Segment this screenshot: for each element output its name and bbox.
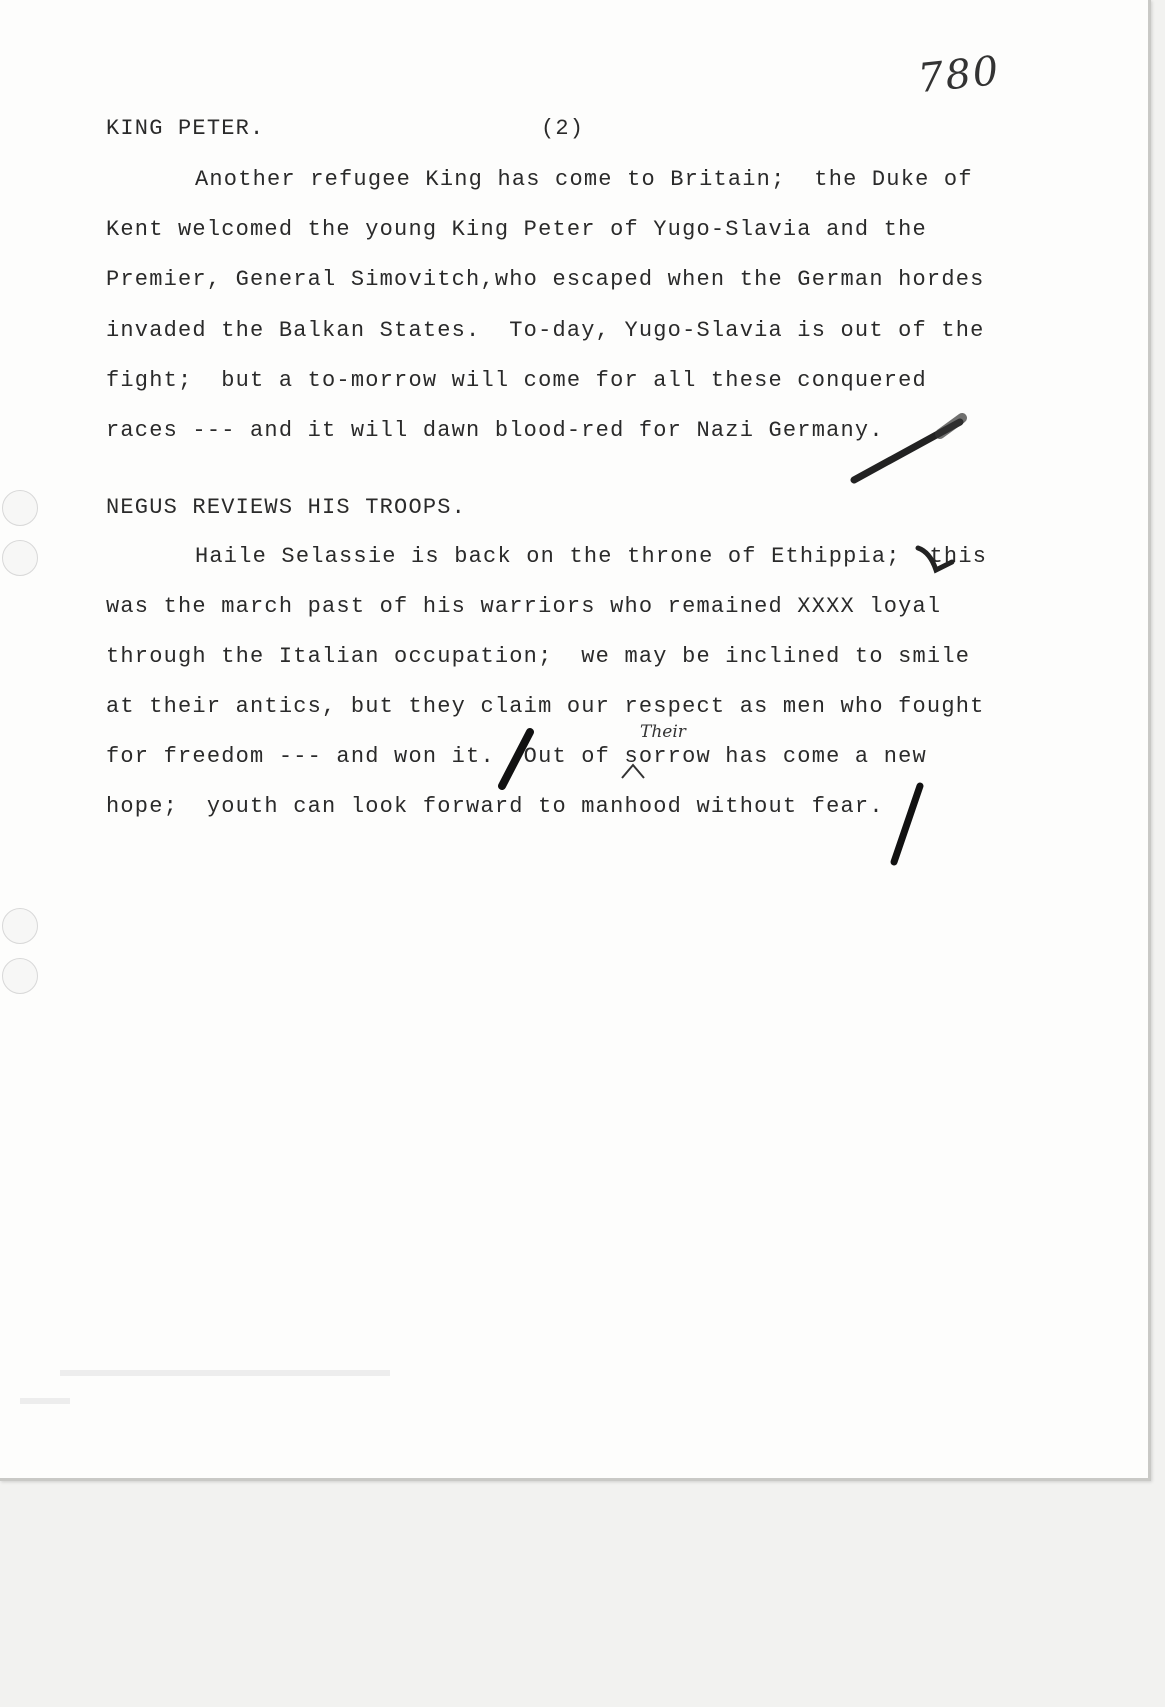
section-heading-negus: NEGUS REVIEWS HIS TROOPS. xyxy=(106,495,467,520)
slash-mark xyxy=(490,726,540,792)
handwritten-page-number: 780 xyxy=(915,47,1003,103)
body-line: hope; youth can look forward to manhood without fear. xyxy=(106,794,884,819)
punch-hole xyxy=(2,908,38,944)
punch-hole xyxy=(2,958,38,994)
body-line: fight; but a to-morrow will come for all these conquered xyxy=(106,368,927,393)
caret-mark xyxy=(618,760,648,782)
pencil-stroke-mark xyxy=(850,410,970,485)
punch-hole xyxy=(2,490,38,526)
punch-hole xyxy=(2,540,38,576)
body-line: through the Italian occupation; we may be inclined to smile xyxy=(106,644,971,669)
closing-slash-mark xyxy=(880,780,930,870)
bleed-through-smudge xyxy=(20,1398,70,1404)
handwritten-insertion: Their xyxy=(640,722,686,742)
body-line: races --- and it will dawn blood-red for Nazi Germany. xyxy=(106,418,884,443)
sequence-marker: (2) xyxy=(541,116,585,141)
body-line: Haile Selassie is back on the throne of Ethippia; this xyxy=(195,544,988,569)
bleed-through-smudge xyxy=(60,1370,390,1376)
body-line: Premier, General Simovitch,who escaped when the German hordes xyxy=(106,267,985,292)
body-line: Another refugee King has come to Britain; the Duke of xyxy=(195,167,973,192)
section-heading-king-peter: KING PETER. xyxy=(106,116,265,141)
body-line: Kent welcomed the young King Peter of Yugo-Slavia and the xyxy=(106,217,927,242)
body-line: invaded the Balkan States. To-day, Yugo-Slavia is out of the xyxy=(106,318,985,343)
body-line: at their antics, but they claim our respect as men who fought xyxy=(106,694,985,719)
body-line: was the march past of his warriors who remained XXXX loyal xyxy=(106,594,942,619)
body-line: for freedom --- and won it. Out of sorrow has come a new xyxy=(106,744,927,769)
caret-insertion-mark xyxy=(912,542,972,582)
